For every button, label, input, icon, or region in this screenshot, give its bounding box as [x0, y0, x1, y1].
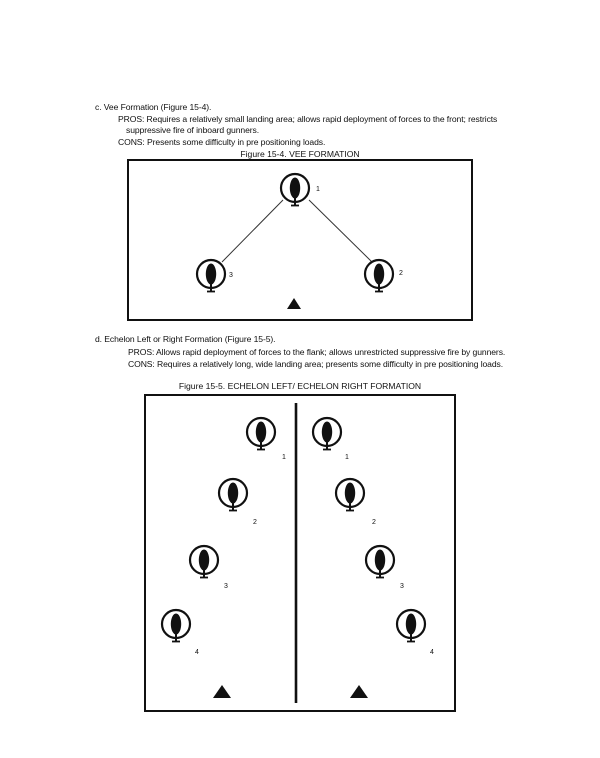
echelon-heading: d. Echelon Left or Right Formation (Figure 15-5).	[95, 334, 276, 344]
echelon-figure-caption: Figure 15-5. ECHELON LEFT/ ECHELON RIGHT FORMATION	[178, 381, 422, 391]
vee-line-right	[309, 200, 372, 262]
vee-label-2: 2	[399, 270, 403, 277]
helicopter-top-view-icon	[190, 546, 218, 578]
helicopter-top-view-icon	[162, 610, 190, 642]
helicopter-top-view-icon	[247, 418, 275, 450]
echelon-left-label-1: 1	[282, 454, 286, 461]
helicopter-top-view-icon	[365, 260, 393, 292]
helicopter-top-view-icon	[366, 546, 394, 578]
vee-cons: CONS: Presents some difficulty in pre positioning loads.	[118, 137, 326, 147]
vee-label-3: 3	[229, 272, 233, 279]
echelon-left-label-2: 2	[253, 519, 257, 526]
direction-triangle-icon	[350, 685, 368, 698]
vee-label-1: 1	[316, 186, 320, 193]
echelon-right-label-2: 2	[372, 519, 376, 526]
helicopter-top-view-icon	[281, 174, 309, 206]
direction-triangle-icon	[213, 685, 231, 698]
echelon-right-label-3: 3	[400, 583, 404, 590]
echelon-left-label-4: 4	[195, 649, 199, 656]
vee-line-left	[222, 200, 283, 262]
helicopter-top-view-icon	[397, 610, 425, 642]
helicopter-top-view-icon	[336, 479, 364, 511]
vee-figure-caption: Figure 15-4. VEE FORMATION	[240, 149, 360, 159]
vee-pros-line1: PROS: Requires a relatively small landing area; allows rapid deployment of forces to the front; restricts	[118, 114, 498, 124]
helicopter-top-view-icon	[219, 479, 247, 511]
echelon-cons: CONS: Requires a relatively long, wide landing area; presents some difficulty in pre positioning loads.	[128, 359, 504, 369]
vee-heading: c. Vee Formation (Figure 15-4).	[95, 102, 212, 112]
direction-triangle-icon	[287, 298, 301, 309]
echelon-right-label-4: 4	[430, 649, 434, 656]
vee-pros-line2: suppressive fire of inboard gunners.	[126, 125, 260, 135]
helicopter-top-view-icon	[197, 260, 225, 292]
helicopter-top-view-icon	[313, 418, 341, 450]
echelon-right-label-1: 1	[345, 454, 349, 461]
echelon-pros: PROS: Allows rapid deployment of forces to the flank; allows unrestricted suppressive fire by gunners.	[128, 347, 506, 357]
echelon-left-label-3: 3	[224, 583, 228, 590]
